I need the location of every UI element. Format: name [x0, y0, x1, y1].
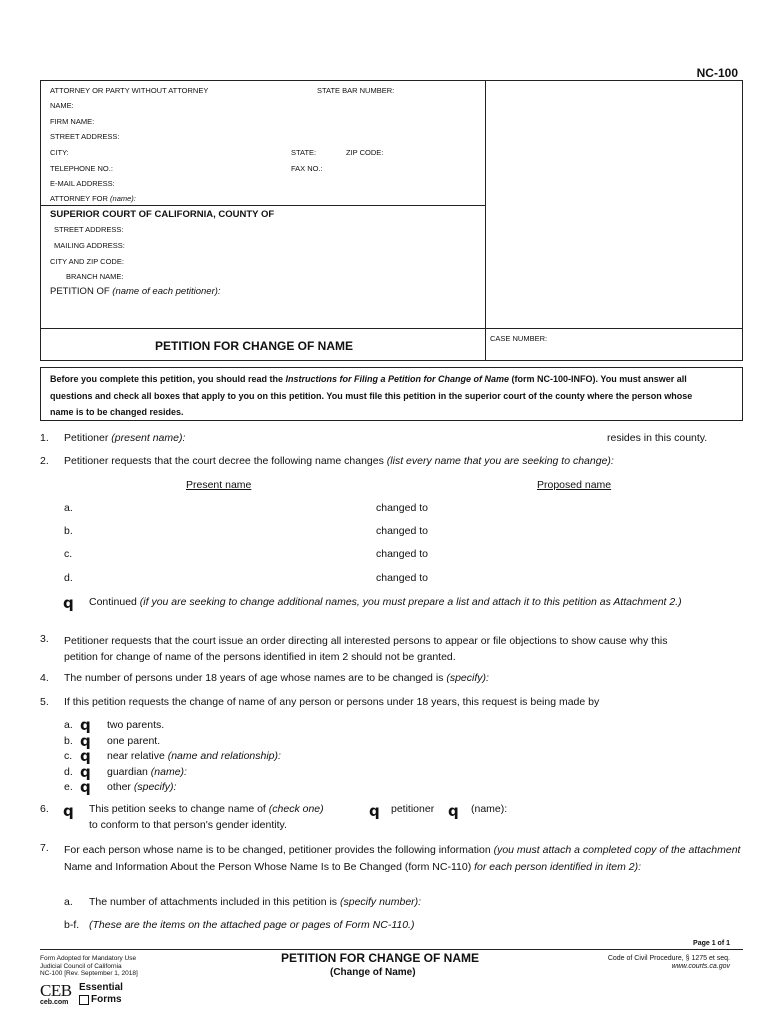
proposed-name-header: Proposed name — [537, 479, 612, 491]
item3-number: 3. — [40, 633, 49, 645]
instructions-text: Before you complete this petition, you should read the Instructions for Filing a Petition for Change of Name (form NC-100-INFO). You must answer all questions and check all boxes that apply to you on this petition. You must file this petition in the superior court of the county where the person whose name is to be changed resides. — [50, 374, 693, 417]
option-e-text: other (specify): — [107, 781, 177, 793]
present-name-header: Present name — [186, 479, 252, 491]
state-label: STATE: — [291, 148, 317, 157]
form-id: NC-100 — [696, 66, 738, 80]
court-branch-label: BRANCH NAME: — [66, 272, 124, 281]
petitioner-checkbox[interactable]: q — [369, 802, 380, 820]
state-bar-label: STATE BAR NUMBER: — [317, 86, 395, 95]
option-c-letter: c. — [64, 750, 73, 762]
row-c-letter: c. — [64, 548, 73, 560]
continued-checkbox[interactable]: q — [63, 594, 74, 612]
page-number: Page 1 of 1 — [693, 940, 730, 947]
row-d-changed-to: changed to — [376, 572, 428, 584]
option-d-text: guardian (name): — [107, 766, 187, 778]
item4-number: 4. — [40, 672, 49, 684]
item1-tail: resides in this county. — [607, 432, 708, 444]
attorney-party-label: ATTORNEY OR PARTY WITHOUT ATTORNEY — [50, 86, 209, 95]
row-c-changed-to: changed to — [376, 548, 428, 560]
attorney-for-label: ATTORNEY FOR (name): — [50, 194, 136, 203]
item7a-text: The number of attachments included in this petition is (specify number): — [89, 896, 422, 908]
item6-line2: to conform to that person's gender identity. — [89, 819, 287, 831]
item7-number: 7. — [40, 842, 49, 854]
option-a-checkbox[interactable]: q — [80, 716, 91, 734]
row-a-changed-to: changed to — [376, 502, 428, 514]
footer-left: Form Adopted for Mandatory Use Judicial Council of California NC-100 [Rev. September 1, 2018] — [40, 955, 138, 977]
fax-label: FAX NO.: — [291, 164, 323, 173]
continued-text: Continued (if you are seeking to change additional names, you must prepare a list and attach it to this petition as Attachment 2.) — [89, 596, 682, 608]
case-number-label: CASE NUMBER: — [490, 334, 548, 343]
item1-label: Petitioner (present name): — [64, 432, 186, 444]
option-e-letter: e. — [64, 781, 73, 793]
footer-right: Code of Civil Procedure, § 1275 et seq. www.courts.ca.gov — [607, 955, 730, 970]
footer-title: PETITION FOR CHANGE OF NAME — [281, 951, 479, 965]
option-a-text: two parents. — [107, 719, 165, 731]
city-label: CITY: — [50, 148, 69, 157]
zip-label: ZIP CODE: — [346, 148, 384, 157]
name-option-checkbox[interactable]: q — [448, 802, 459, 820]
option-e-checkbox[interactable]: q — [80, 778, 91, 796]
phone-label: TELEPHONE NO.: — [50, 164, 113, 173]
option-c-checkbox[interactable]: q — [80, 747, 91, 765]
court-title: SUPERIOR COURT OF CALIFORNIA, COUNTY OF — [50, 209, 275, 220]
petition-title: PETITION FOR CHANGE OF NAME — [155, 339, 353, 353]
essential-forms-logo: Essential Forms — [79, 982, 123, 1005]
option-c-text: near relative (name and relationship): — [107, 750, 281, 762]
footer-subtitle: (Change of Name) — [330, 967, 416, 978]
row-a-letter: a. — [64, 502, 73, 514]
gender-identity-checkbox[interactable]: q — [63, 802, 74, 820]
row-b-changed-to: changed to — [376, 525, 428, 537]
option-b-checkbox[interactable]: q — [80, 732, 91, 750]
option-b-text: one parent. — [107, 735, 161, 747]
court-street-label: STREET ADDRESS: — [54, 225, 124, 234]
item4-text: The number of persons under 18 years of age whose names are to be changed is (specify): — [64, 672, 489, 684]
petitioner-option-label: petitioner — [391, 803, 435, 815]
item2-number: 2. — [40, 455, 49, 467]
name-option-label: (name): — [471, 803, 508, 815]
name-label: NAME: — [50, 101, 74, 110]
option-d-checkbox[interactable]: q — [80, 763, 91, 781]
court-city-zip-label: CITY AND ZIP CODE: — [50, 257, 124, 266]
option-d-letter: d. — [64, 766, 73, 778]
row-d-letter: d. — [64, 572, 73, 584]
option-b-letter: b. — [64, 735, 73, 747]
option-a-letter: a. — [64, 719, 73, 731]
item7bf-letter: b-f. — [64, 919, 80, 931]
forms-logo-icon — [79, 995, 89, 1005]
item7-text: For each person whose name is to be changed, petitioner provides the following information (you must attach a completed copy of the attachment Name and Information About the Person Whose Name Is to Be Changed (form NC-110) for each person identified in item 2): — [64, 844, 741, 873]
item1-number: 1. — [40, 432, 49, 444]
caption-box — [40, 80, 743, 361]
court-mailing-label: MAILING ADDRESS: — [54, 241, 125, 250]
item3-text: Petitioner requests that the court issue an order directing all interested persons to appear or file objections to show cause why this petition for change of name of the persons identified in item 2 should not be granted. — [64, 635, 668, 663]
petition-of-label: PETITION OF (name of each petitioner): — [50, 286, 221, 297]
item6-number: 6. — [40, 803, 49, 815]
row-b-letter: b. — [64, 525, 73, 537]
street-label: STREET ADDRESS: — [50, 132, 120, 141]
item5-number: 5. — [40, 696, 49, 708]
item5-text: If this petition requests the change of name of any person or persons under 18 years, this request is being made by — [64, 696, 600, 708]
item6-text: This petition seeks to change name of (check one) — [89, 803, 324, 815]
ceb-logo: CEB ceb.com — [40, 981, 72, 1006]
item7a-letter: a. — [64, 896, 73, 908]
item2-text: Petitioner requests that the court decree the following name changes (list every name that you are seeking to change): — [64, 455, 614, 467]
item7bf-text: (These are the items on the attached page or pages of Form NC-110.) — [89, 919, 415, 931]
email-label: E-MAIL ADDRESS: — [50, 179, 115, 188]
firm-label: FIRM NAME: — [50, 117, 95, 126]
